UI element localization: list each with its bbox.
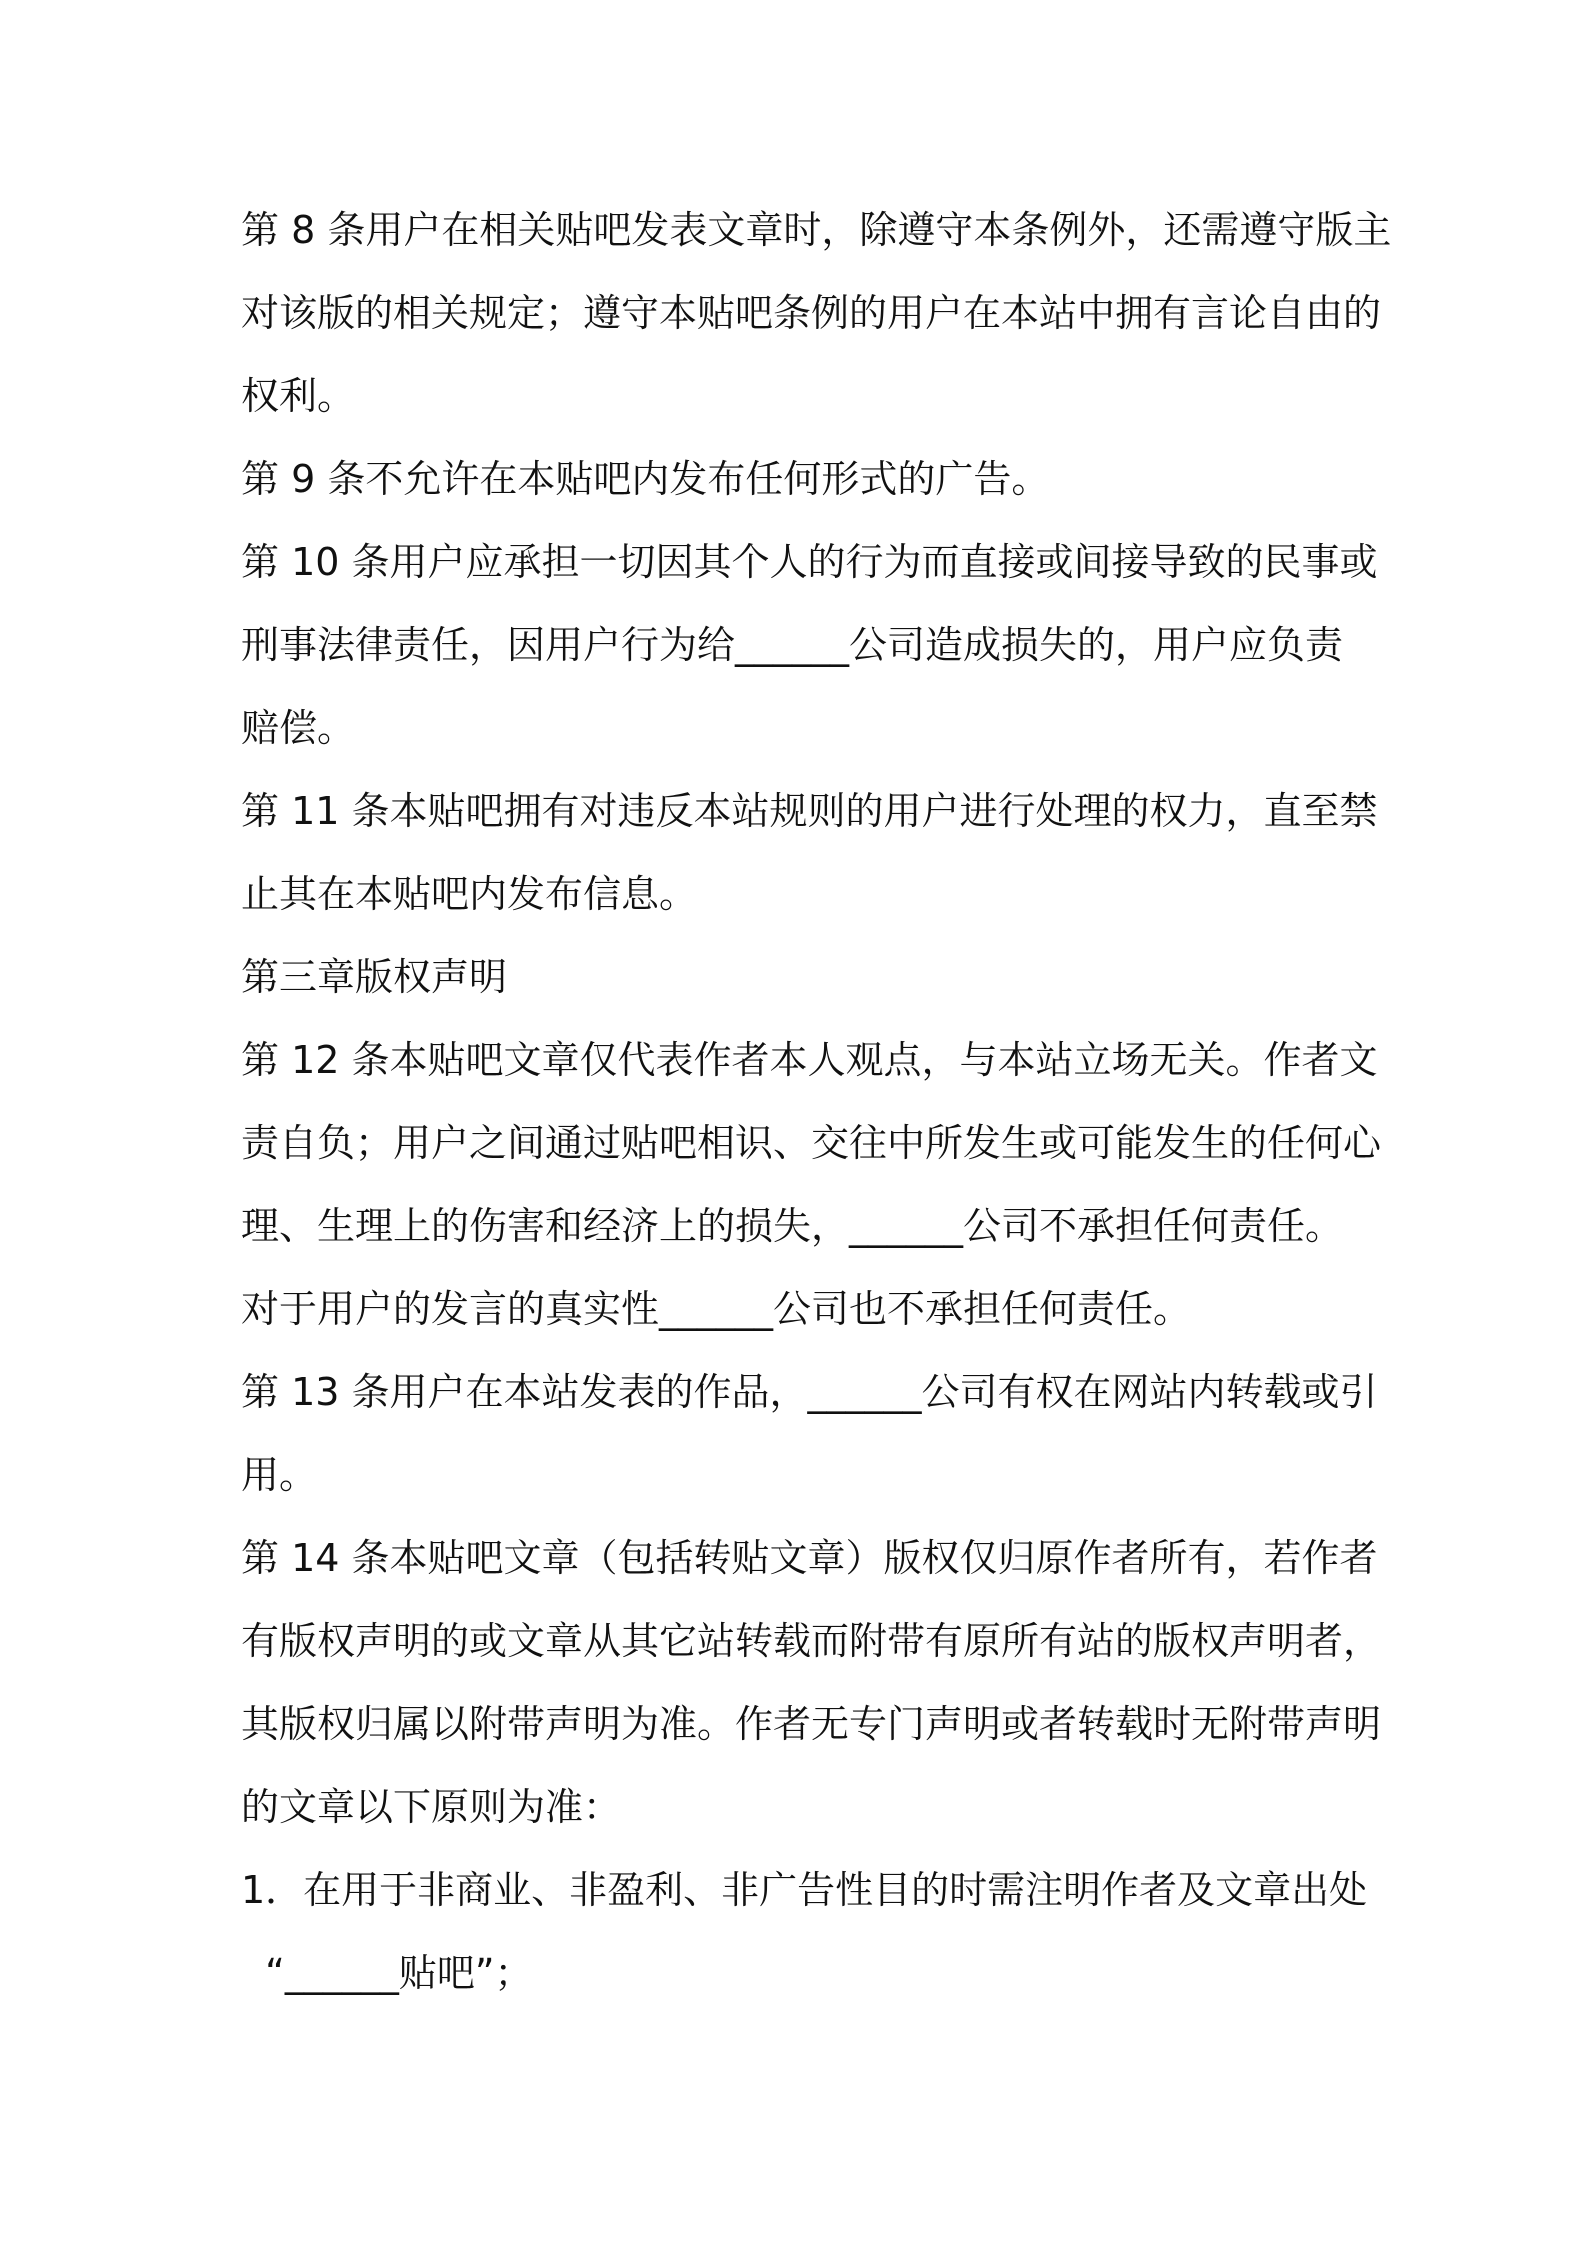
text-line: 权利。 [241, 374, 356, 418]
list-item-continuation: “______贴吧”； [241, 1951, 533, 1995]
text-line: 有版权声明的或文章从其它站转载而附带有原所有站的版权声明者， [241, 1619, 1382, 1663]
text-line: 其版权归属以附带声明为准。作者无专门声明或者转载时无附带声明 [241, 1702, 1382, 1746]
text-line: 第 10 条用户应承担一切因其个人的行为而直接或间接导致的民事或 [241, 540, 1378, 584]
text-line: 责自负；用户之间通过贴吧相识、交往中所发生或可能发生的任何心 [241, 1121, 1382, 1165]
text-line: 第 13 条用户在本站发表的作品，______公司有权在网站内转载或引 [241, 1370, 1378, 1414]
text-line: 第 12 条本贴吧文章仅代表作者本人观点，与本站立场无关。作者文 [241, 1038, 1378, 1082]
text-line: 止其在本贴吧内发布信息。 [241, 872, 698, 916]
text-line: 对于用户的发言的真实性______公司也不承担任何责任。 [241, 1287, 1192, 1331]
text-line: 第 14 条本贴吧文章（包括转贴文章）版权仅归原作者所有，若作者 [241, 1536, 1378, 1580]
text-line: 理、生理上的伤害和经济上的损失，______公司不承担任何责任。 [241, 1204, 1344, 1248]
text-line: 刑事法律责任，因用户行为给______公司造成损失的，用户应负责 [241, 623, 1344, 667]
text-line: 第 8 条用户在相关贴吧发表文章时，除遵守本条例外，还需遵守版主 [241, 208, 1392, 252]
text-line: 对该版的相关规定；遵守本贴吧条例的用户在本站中拥有言论自由的 [241, 291, 1382, 335]
text-line: 赔偿。 [241, 706, 356, 750]
text-line: 的文章以下原则为准： [241, 1785, 622, 1829]
list-item: 1．在用于非商业、非盈利、非广告性目的时需注明作者及文章出处 [241, 1868, 1368, 1912]
text-line: 用。 [241, 1453, 318, 1497]
section-heading: 第三章版权声明 [241, 955, 508, 999]
text-line: 第 11 条本贴吧拥有对违反本站规则的用户进行处理的权力，直至禁 [241, 789, 1378, 833]
text-line: 第 9 条不允许在本贴吧内发布任何形式的广告。 [241, 457, 1050, 501]
